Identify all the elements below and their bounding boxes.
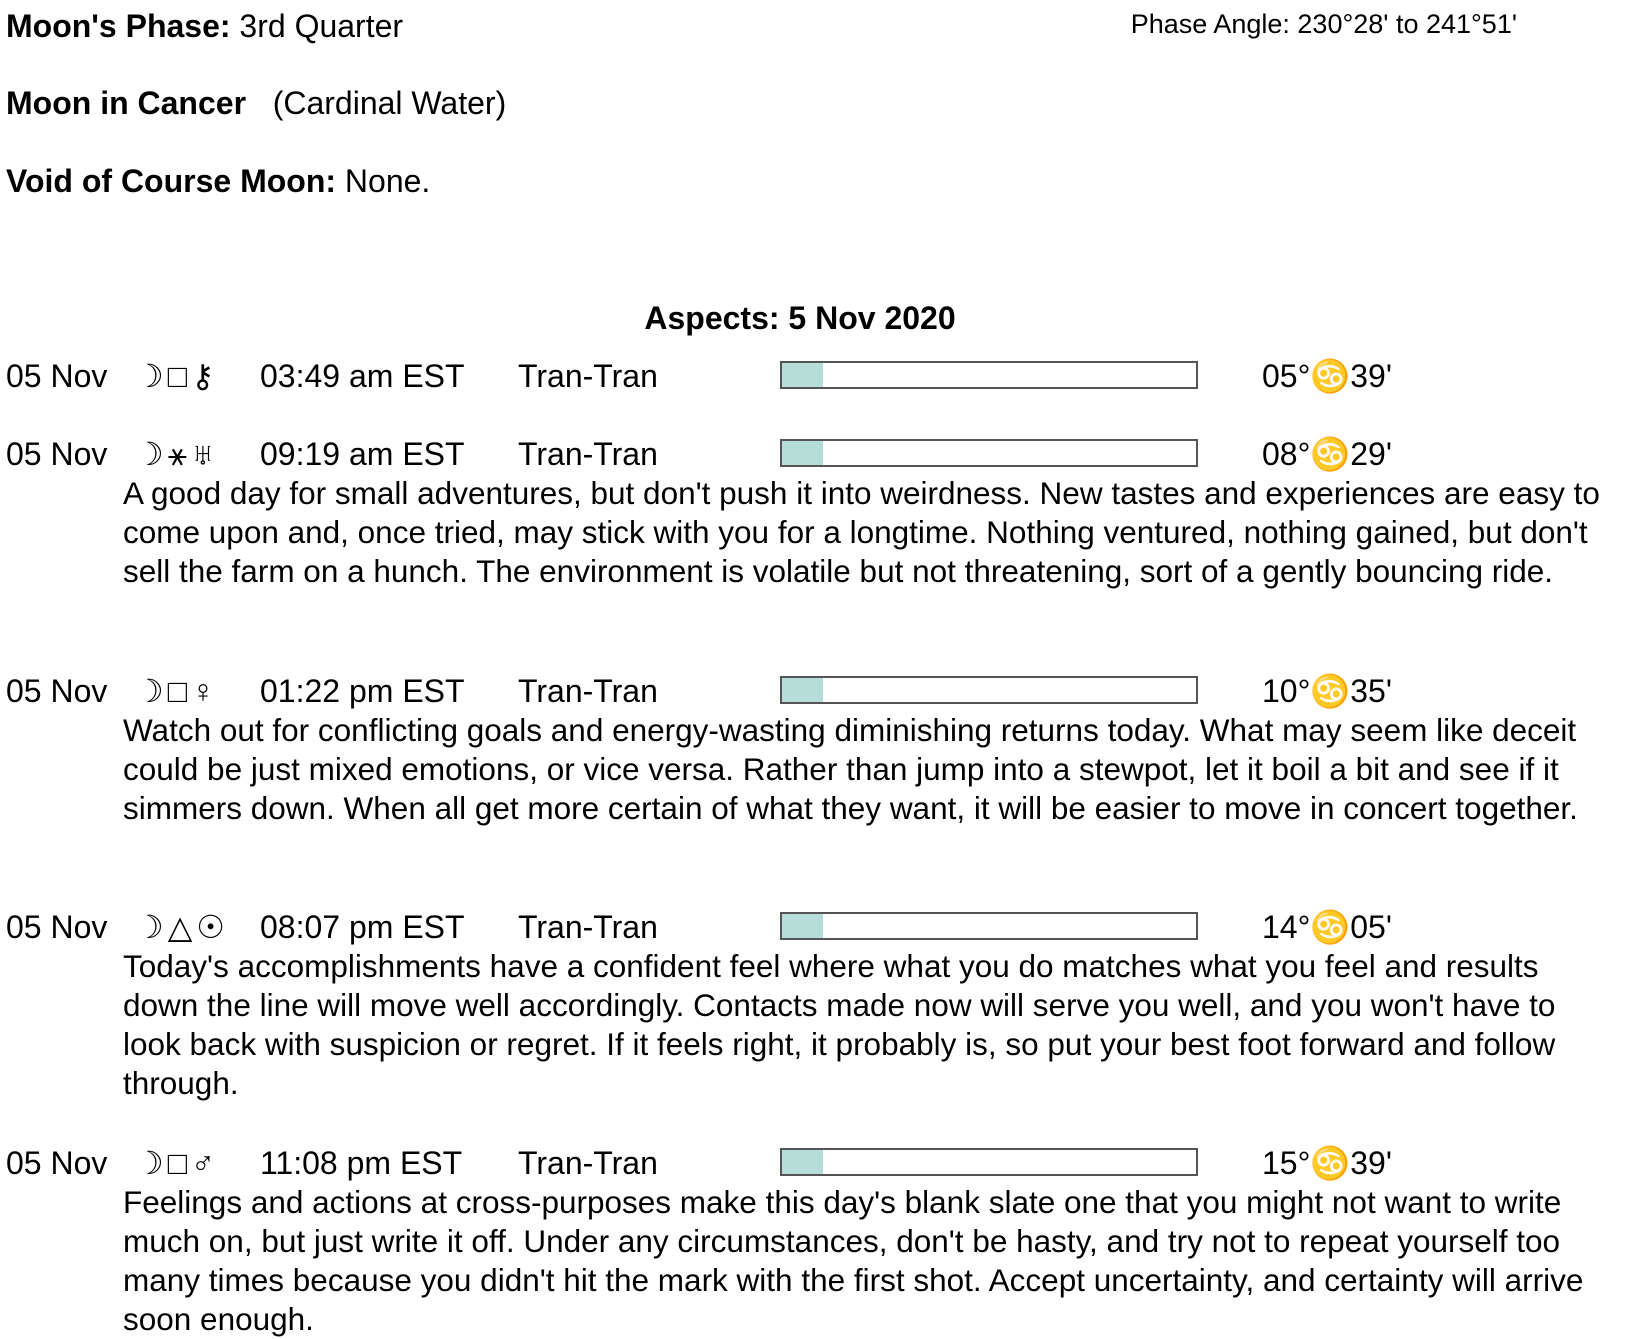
aspect-strength-fill <box>782 914 823 938</box>
moon-phase-line <box>6 8 403 44</box>
aspect-glyphs: ☽□⚷ <box>135 358 219 394</box>
aspect-position: 08°♋29' <box>1262 436 1392 472</box>
aspect-date: 05 Nov <box>6 1145 108 1181</box>
aspect-date: 05 Nov <box>6 673 108 709</box>
aspect-position: 15°♋39' <box>1262 1145 1392 1181</box>
aspect-time: 03:49 am EST <box>260 358 465 394</box>
moon-sign-label: Moon in Cancer <box>6 85 247 121</box>
aspect-row <box>0 356 1635 396</box>
phase-angle <box>1131 9 1517 39</box>
aspect-time: 11:08 pm EST <box>260 1145 463 1181</box>
aspect-row <box>0 907 1635 947</box>
aspect-time: 09:19 am EST <box>260 436 465 472</box>
void-of-course-line <box>6 163 430 199</box>
moon-sign-line <box>6 85 506 121</box>
phase-angle-label: Phase Angle: <box>1130 9 1290 39</box>
aspect-time: 08:07 pm EST <box>260 909 465 945</box>
aspect-strength-bar <box>780 361 1198 389</box>
aspect-type: Tran-Tran <box>518 909 658 945</box>
moon-sign-detail: (Cardinal Water) <box>272 85 507 121</box>
aspect-type: Tran-Tran <box>518 358 658 394</box>
aspect-glyphs: ☽⚹♅ <box>135 436 219 472</box>
aspect-strength-bar <box>780 912 1198 940</box>
aspect-row <box>0 1143 1635 1183</box>
aspect-glyphs: ☽□♀ <box>135 673 220 709</box>
aspect-entry <box>0 1143 1635 1339</box>
aspects-title: Aspects: 5 Nov 2020 <box>644 300 956 336</box>
aspect-type: Tran-Tran <box>518 1145 658 1181</box>
aspect-row <box>0 434 1635 474</box>
aspect-glyphs: ☽□♂ <box>135 1145 220 1181</box>
aspect-position: 10°♋35' <box>1262 673 1392 709</box>
aspect-interpretation: A good day for small adventures, but don't push it into weirdness. New tastes and experiences are easy to come upon and, once tried, may stick with you for a longtime. Nothing ventured, nothing gained, but don't sell the farm on a hunch. The environment is volatile but not threatening, sort of a gently bouncing ride. <box>123 475 1600 589</box>
aspect-strength-fill <box>782 363 823 387</box>
moon-phase-label: Moon's Phase: <box>6 8 231 44</box>
aspect-entry <box>0 434 1635 591</box>
aspect-type: Tran-Tran <box>518 673 658 709</box>
aspect-strength-bar <box>780 1148 1198 1176</box>
aspect-position: 14°♋05' <box>1262 909 1392 945</box>
void-of-course-label: Void of Course Moon: <box>6 163 337 199</box>
aspect-type: Tran-Tran <box>518 436 658 472</box>
aspect-strength-bar <box>780 439 1198 467</box>
aspect-entry <box>0 356 1635 396</box>
aspect-interpretation: Feelings and actions at cross-purposes make this day's blank slate one that you might not want to write much on, but just write it off. Under any circumstances, don't be hasty, and try not to repeat yourself too many times because you didn't hit the mark with the first shot. Accept uncertainty, and certainty will arrive soon enough. <box>123 1184 1584 1337</box>
aspect-glyphs: ☽△☉ <box>135 909 229 945</box>
aspect-position: 05°♋39' <box>1262 358 1392 394</box>
moon-phase-value: 3rd Quarter <box>239 8 404 44</box>
aspect-strength-bar <box>780 676 1198 704</box>
void-of-course-value: None. <box>344 163 431 199</box>
aspect-strength-fill <box>782 441 823 465</box>
phase-angle-value: 230°28' to 241°51' <box>1297 9 1517 39</box>
aspect-time: 01:22 pm EST <box>260 673 465 709</box>
aspect-interpretation: Watch out for conflicting goals and energy-wasting diminishing returns today. What may seem like deceit could be just mixed emotions, or vice versa. Rather than jump into a stewpot, let it boil a bit and see if it simmers down. When all get more certain of what they want, it will be easier to move in concert together. <box>123 712 1578 826</box>
aspect-entry <box>0 907 1635 1103</box>
aspect-date: 05 Nov <box>6 358 108 394</box>
aspect-entry <box>0 671 1635 828</box>
aspect-strength-fill <box>782 678 823 702</box>
aspect-date: 05 Nov <box>6 436 108 472</box>
aspect-strength-fill <box>782 1150 823 1174</box>
aspect-date: 05 Nov <box>6 909 108 945</box>
aspect-interpretation: Today's accomplishments have a confident feel where what you do matches what you feel and results down the line will move well accordingly. Contacts made now will serve you well, and you won't have to look back with suspicion or regret. If it feels right, it probably is, so put your best foot forward and follow through. <box>123 948 1556 1101</box>
aspect-row <box>0 671 1635 711</box>
